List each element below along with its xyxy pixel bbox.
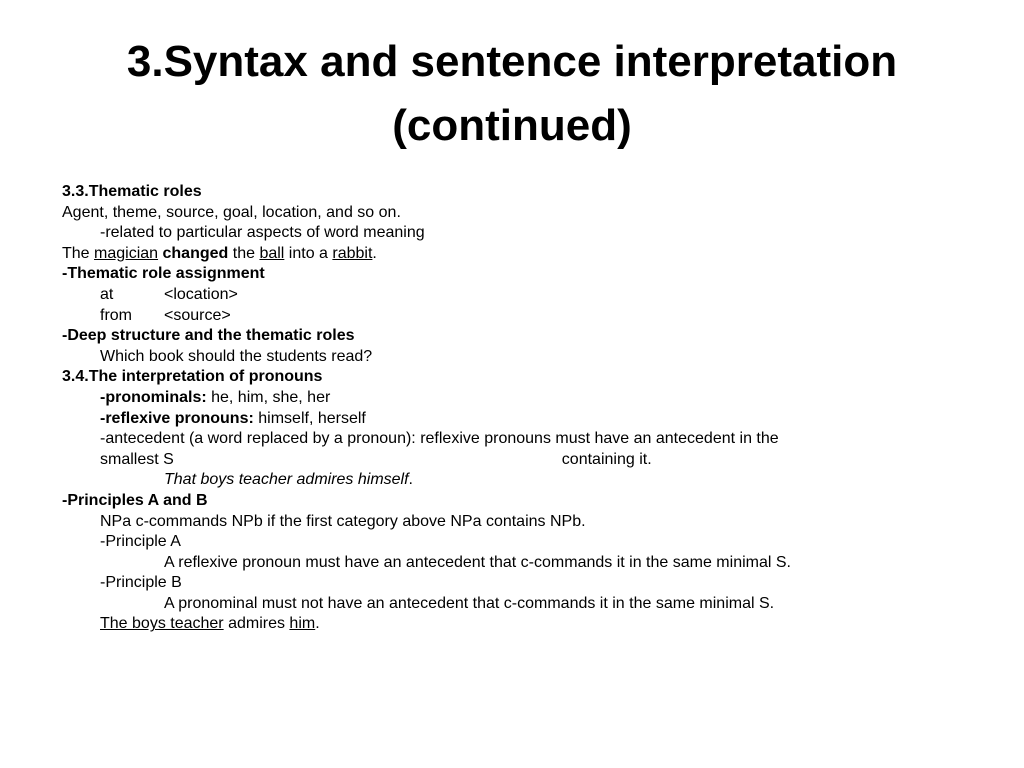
title-line-2: (continued) xyxy=(392,101,632,150)
ex1-word: the xyxy=(228,244,260,262)
pronominals-label: -pronominals: xyxy=(100,388,207,406)
roles-note: -related to particular aspects of word meaning xyxy=(100,224,425,242)
ex1-word: The xyxy=(62,244,95,262)
role-source: <source> xyxy=(164,306,231,324)
principle-b-text: A pronominal must not have an antecedent that c-commands it in the same minimal S. xyxy=(164,594,775,612)
principle-a-label: -Principle A xyxy=(100,533,181,551)
preposition-from: from xyxy=(100,306,132,324)
antecedent-part-b: containing it. xyxy=(561,450,652,468)
reflexive-text: himself, herself xyxy=(253,409,366,427)
antecedent-example-period: . xyxy=(408,471,413,489)
antecedent-line-1: -antecedent (a word replaced by a pronoun): reflexive pronouns must have an antecedent in the xyxy=(100,430,779,448)
principle-b-label: -Principle B xyxy=(100,574,182,592)
pronominals-line xyxy=(62,388,962,409)
antecedent-part-a: smallest S xyxy=(100,450,174,468)
role-at xyxy=(62,285,962,306)
ex1-period: . xyxy=(372,244,377,262)
section-3-4-heading: 3.4.The interpretation of pronouns xyxy=(62,368,323,386)
slide-body xyxy=(62,182,962,635)
ex1-word: into a xyxy=(284,244,333,262)
ex1-verb: changed xyxy=(162,244,229,262)
ex1-theme: ball xyxy=(259,244,285,262)
final-example xyxy=(62,614,962,635)
roles-list: Agent, theme, source, goal, location, and so on. xyxy=(62,203,401,221)
final-example-period: . xyxy=(315,615,320,633)
ex1-agent: magician xyxy=(94,244,159,262)
final-example-pronoun: him xyxy=(289,615,316,633)
role-from xyxy=(62,306,962,327)
ex1-goal: rabbit xyxy=(332,244,373,262)
preposition-at: at xyxy=(100,285,114,303)
principles-heading: -Principles A and B xyxy=(62,491,208,509)
reflexive-label: -reflexive pronouns: xyxy=(100,409,254,427)
example-sentence-1 xyxy=(62,244,962,265)
antecedent-line-2 xyxy=(62,450,962,471)
deep-structure-heading: -Deep structure and the thematic roles xyxy=(62,327,355,345)
section-3-3-heading: 3.3.Thematic roles xyxy=(62,183,202,200)
deep-structure-example: Which book should the students read? xyxy=(100,347,373,365)
pronominals-text: he, him, she, her xyxy=(206,388,331,406)
slide-title xyxy=(40,30,984,158)
antecedent-example xyxy=(62,470,962,491)
antecedent-example-text: That boys teacher admires himself xyxy=(164,471,409,489)
principle-a-text: A reflexive pronoun must have an antecedent that c-commands it in the same minimal S. xyxy=(164,553,791,571)
c-command-definition: NPa c-commands NPb if the first category above NPa contains NPb. xyxy=(100,512,586,530)
reflexive-line xyxy=(62,409,962,430)
assignment-heading: -Thematic role assignment xyxy=(62,265,265,283)
final-example-verb: admires xyxy=(223,615,290,633)
role-location: <location> xyxy=(164,285,238,303)
final-example-subject: The boys teacher xyxy=(100,615,224,633)
title-line-1: 3.Syntax and sentence interpretation xyxy=(126,37,898,86)
